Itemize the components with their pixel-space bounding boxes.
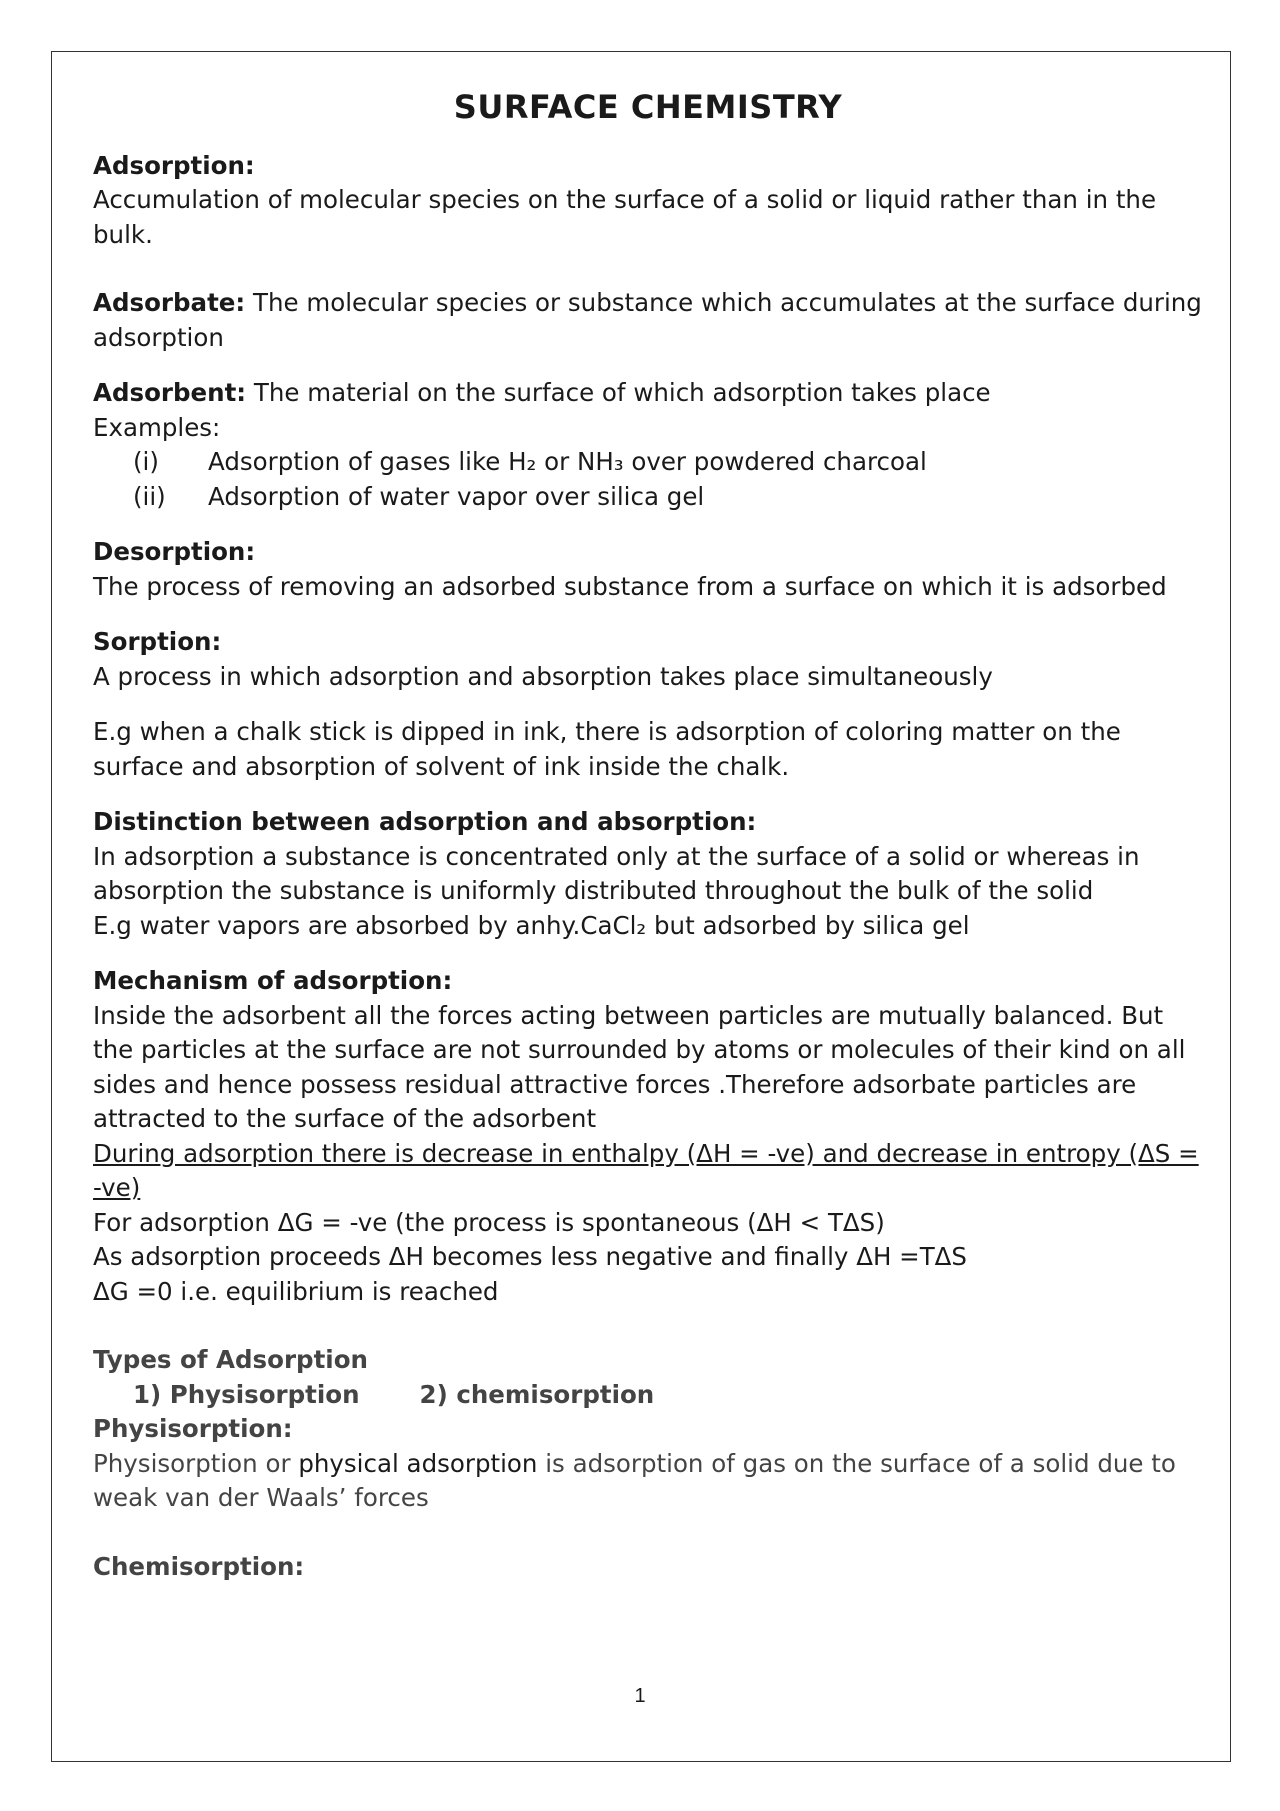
physisorption-text-a: Physisorption or	[93, 1448, 299, 1478]
page-title: SURFACE CHEMISTRY	[453, 88, 843, 126]
adsorbate-text: The molecular species or substance which accumulates at the surface during adsorption	[93, 288, 1202, 352]
adsorbate-definition	[93, 286, 1203, 355]
page-number: 1	[634, 1685, 646, 1707]
desorption-text: The process of removing an adsorbed substance from a surface on which it is adsorbed	[93, 571, 1167, 601]
types-heading: Types of Adsorption	[93, 1345, 368, 1374]
physisorption-link-text: physical adsorption	[298, 1448, 538, 1478]
distinction-heading: Distinction between adsorption and absorption:	[93, 807, 757, 836]
list-item-text: Adsorption of water vapor over silica gel	[208, 481, 705, 511]
desorption-heading: Desorption:	[93, 537, 256, 566]
mechanism-heading: Mechanism of adsorption:	[93, 966, 453, 995]
physisorption-text	[93, 1447, 1203, 1516]
list-item	[93, 480, 1203, 515]
adsorbent-text: The material on the surface of which adsorption takes place	[246, 378, 991, 407]
chemisorption-heading: Chemisorption:	[93, 1551, 305, 1581]
sorption-heading: Sorption:	[93, 627, 222, 656]
mechanism-line-1: For adsorption ΔG = -ve (the process is spontaneous (ΔH < TΔS)	[93, 1207, 885, 1237]
adsorption-text: Accumulation of molecular species on the surface of a solid or liquid rather than in the bulk.	[93, 185, 1157, 249]
adsorbate-term: Adsorbate:	[93, 288, 246, 317]
sorption-text: A process in which adsorption and absorption takes place simultaneously	[93, 661, 993, 691]
document-body	[93, 90, 1203, 1584]
examples-label: Examples:	[93, 412, 221, 442]
list-item-text: Adsorption of gases like H₂ or NH₃ over powdered charcoal	[208, 447, 927, 476]
examples-list	[93, 445, 1203, 514]
sorption-example: E.g when a chalk stick is dipped in ink, there is adsorption of coloring matter on the surface and absorption of solvent of ink inside the chalk.	[93, 717, 1121, 781]
physisorption-heading: Physisorption:	[93, 1414, 293, 1443]
mechanism-line-2: As adsorption proceeds ΔH becomes less negative and finally ΔH =TΔS	[93, 1242, 967, 1271]
list-item	[93, 445, 1203, 480]
physisorption-text-c: is adsorption of gas on the surface of a solid due to weak van der Waals’ forces	[93, 1448, 1176, 1512]
adsorption-heading: Adsorption:	[93, 150, 255, 180]
list-item-number: (i)	[133, 447, 159, 476]
mechanism-underlined: During adsorption there is decrease in enthalpy (ΔH = -ve) and decrease in entropy (ΔS = -ve)	[93, 1138, 1199, 1202]
distinction-example: E.g water vapors are absorbed by anhy.CaCl₂ but adsorbed by silica gel	[93, 910, 970, 940]
mechanism-line-3: ΔG =0 i.e. equilibrium is reached	[93, 1276, 499, 1306]
list-item-number: (ii)	[133, 481, 166, 511]
type-chemisorption: 2) chemisorption	[419, 1379, 655, 1409]
adsorbent-definition	[93, 376, 1203, 411]
adsorbent-term: Adsorbent:	[93, 378, 247, 407]
types-row	[93, 1378, 1203, 1413]
distinction-text: In adsorption a substance is concentrated only at the surface of a solid or whereas in absorption the substance is uniformly distributed throughout the bulk of the solid	[93, 841, 1140, 905]
mechanism-text: Inside the adsorbent all the forces acting between particles are mutually balanced. But the particles at the surface are not surrounded by atoms or molecules of their kind on all sides and hence possess residual attractive forces .Therefore adsorbate particles are attracted to the surface of the adsorbent	[93, 1000, 1186, 1133]
type-physisorption: 1) Physisorption	[133, 1379, 360, 1409]
